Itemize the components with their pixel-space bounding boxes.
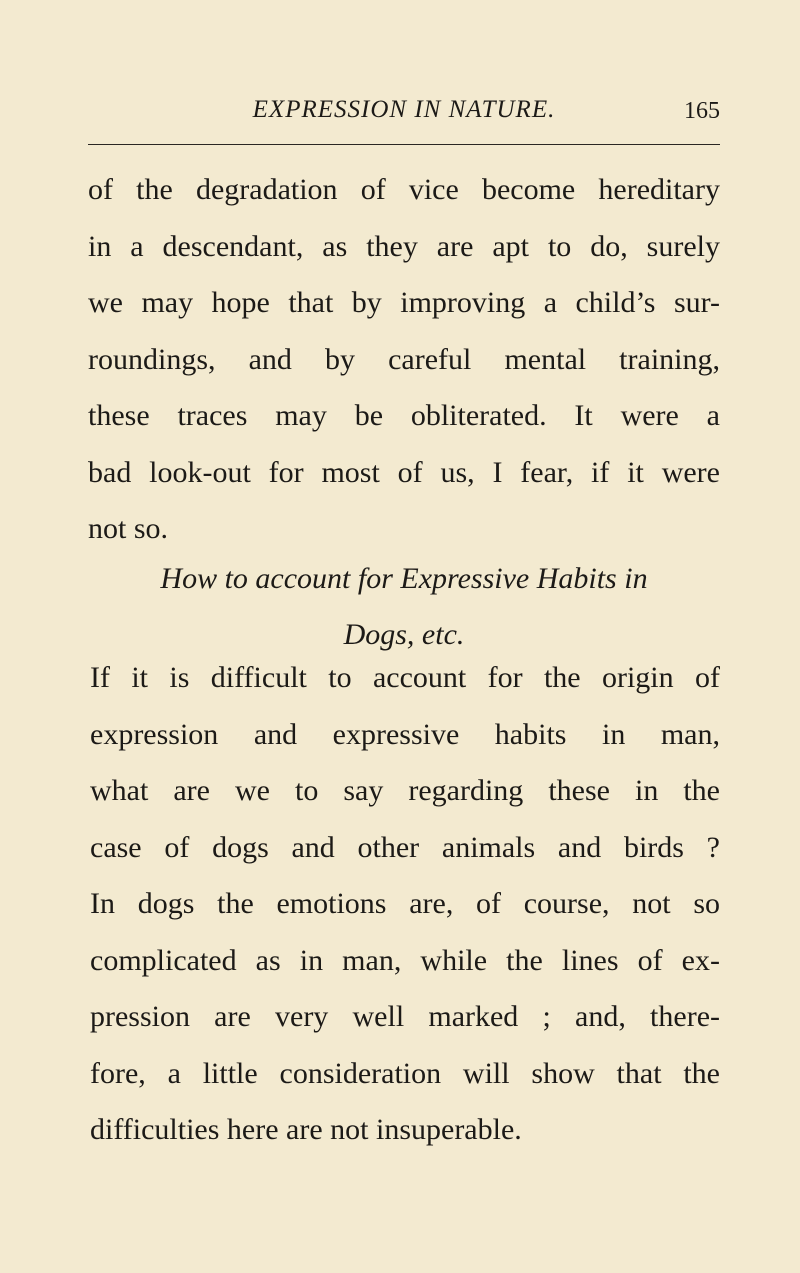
text-line: bad look-out for most of us, I fear, if it were bbox=[88, 455, 720, 489]
text-line: of the degradation of vice become hereditary bbox=[88, 173, 720, 206]
text-line: complicated as in man, while the lines of ex- bbox=[90, 943, 720, 977]
text-line: In dogs the emotions are, of course, not so bbox=[90, 887, 720, 920]
text-line: we may hope that by improving a child’s sur- bbox=[88, 286, 720, 319]
text-line: If it is difficult to account for the origin of bbox=[90, 661, 720, 694]
section-heading-line: How to account for Expressive Habits in bbox=[160, 562, 648, 595]
text-line: in a descendant, as they are apt to do, surely bbox=[88, 229, 720, 263]
section-heading-line: Dogs, etc. bbox=[343, 618, 465, 651]
paragraph-body bbox=[88, 650, 720, 1159]
text-line: pression are very well marked ; and, there- bbox=[90, 1000, 720, 1033]
text-line: difficulties here are not insuperable. bbox=[90, 1113, 522, 1146]
text-line: what are we to say regarding these in the bbox=[90, 774, 720, 807]
running-head bbox=[88, 96, 720, 136]
text-line: fore, a little consideration will show that the bbox=[90, 1056, 720, 1090]
page-number: 165 bbox=[684, 98, 720, 124]
text-line: roundings, and by careful mental training, bbox=[88, 342, 720, 376]
text-line: case of dogs and other animals and birds ? bbox=[90, 830, 720, 864]
text-line: not so. bbox=[88, 512, 169, 545]
paragraph-continuation bbox=[88, 162, 720, 558]
text-line: these traces may be obliterated. It were a bbox=[88, 399, 720, 432]
header-rule bbox=[88, 144, 720, 145]
text-line: expression and expressive habits in man, bbox=[90, 717, 720, 751]
running-title: EXPRESSION IN NATURE. bbox=[252, 96, 556, 123]
